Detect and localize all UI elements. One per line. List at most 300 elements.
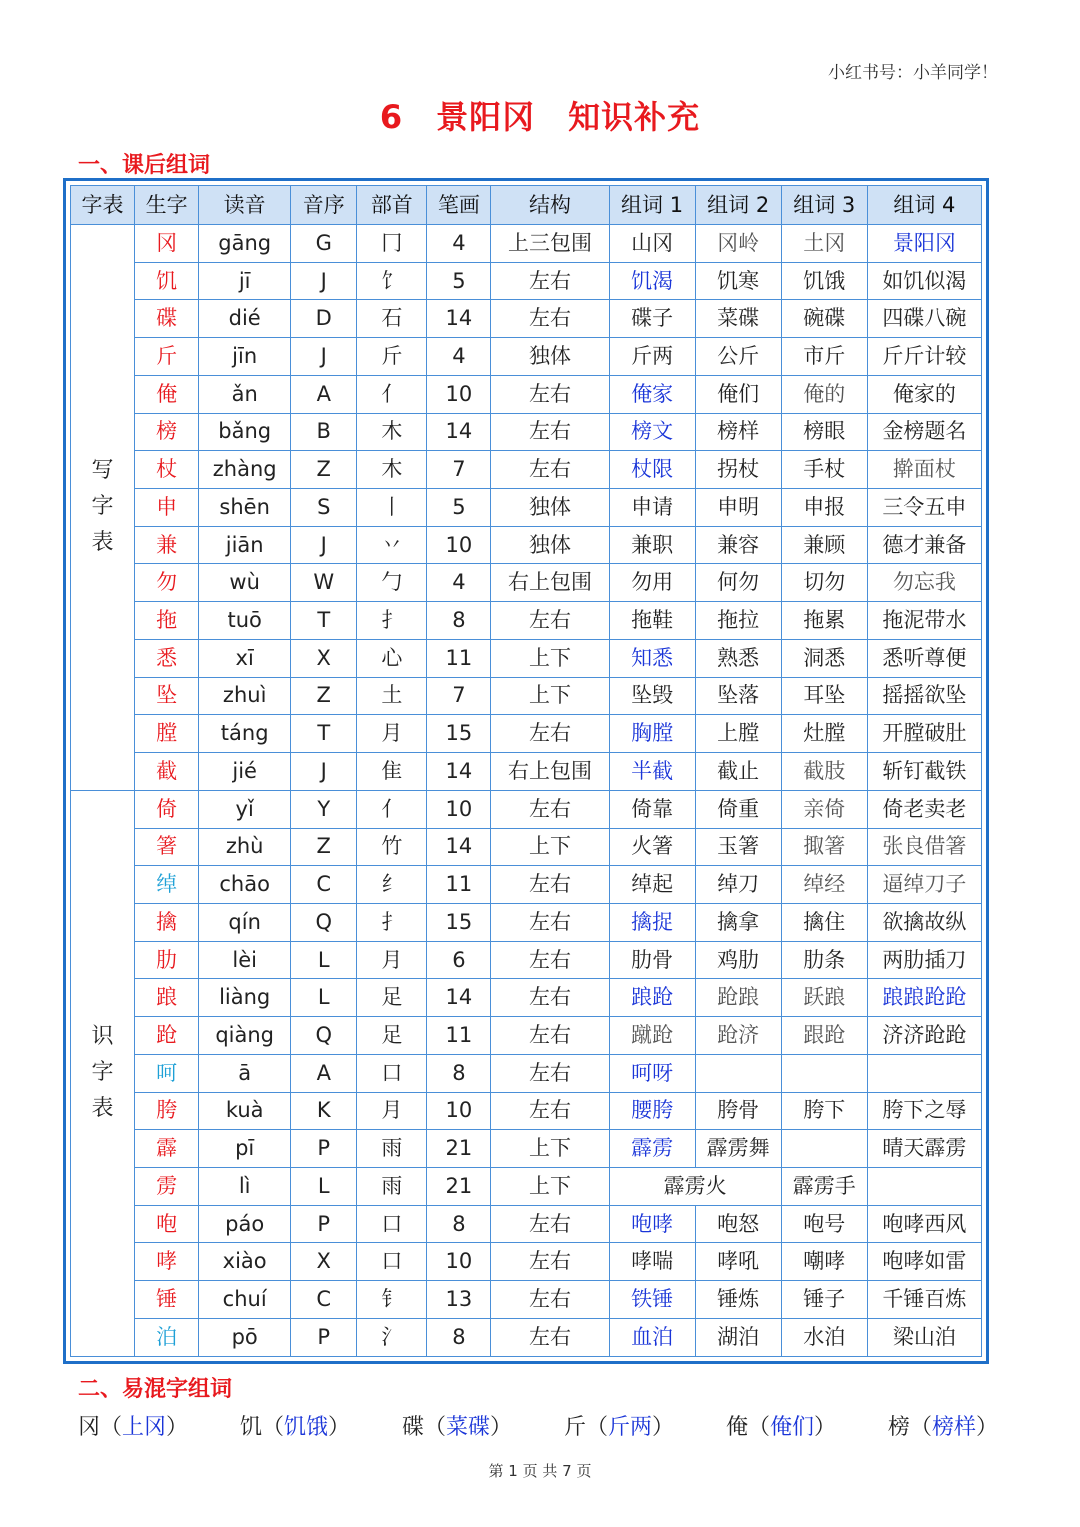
word-cell: 榜眼 [781, 413, 867, 451]
radical-cell: 冂 [357, 225, 427, 263]
char-cell: 冈 [135, 225, 199, 263]
initial-cell: Q [291, 1017, 357, 1055]
char-cell: 饥 [135, 262, 199, 300]
radical-cell: 足 [357, 979, 427, 1017]
table-row [71, 1318, 982, 1356]
structure-cell: 左右 [491, 903, 609, 941]
table-row [71, 715, 982, 753]
word-cell: 胯下 [781, 1092, 867, 1130]
word-cell: 火箸 [609, 828, 695, 866]
structure-cell: 左右 [491, 715, 609, 753]
structure-cell: 上三包围 [491, 225, 609, 263]
word-cell: 半截 [609, 753, 695, 791]
word-cell: 哮喘 [609, 1243, 695, 1281]
word-cell: 坠毁 [609, 677, 695, 715]
word-cell: 斤两 [609, 338, 695, 376]
structure-cell: 左右 [491, 602, 609, 640]
radical-cell: 石 [357, 300, 427, 338]
pinyin-cell: zhàng [199, 451, 291, 489]
word-cell: 胸膛 [609, 715, 695, 753]
char-cell: 箸 [135, 828, 199, 866]
pinyin-cell: páo [199, 1205, 291, 1243]
initial-cell: S [291, 489, 357, 527]
word-cell: 杖限 [609, 451, 695, 489]
stroke-cell: 11 [427, 639, 491, 677]
table-row [71, 790, 982, 828]
word-cell: 倚重 [695, 790, 781, 828]
structure-cell: 左右 [491, 1318, 609, 1356]
word-cell: 霹雳 [609, 1130, 695, 1168]
pair-char: 碟 [401, 1415, 424, 1440]
stroke-cell: 13 [427, 1281, 491, 1319]
col-header: 音序 [291, 186, 357, 225]
word-cell: 上膛 [695, 715, 781, 753]
pair-char: 斤 [563, 1415, 586, 1440]
pair-word: 俺们 [769, 1415, 814, 1440]
char-cell: 榜 [135, 413, 199, 451]
word-cell: 锤炼 [695, 1281, 781, 1319]
word-cell: 拖泥带水 [867, 602, 981, 640]
word-cell: 咆哮 [609, 1205, 695, 1243]
word-cell: 悉听尊便 [867, 639, 981, 677]
word-cell [695, 1054, 781, 1092]
word-cell: 哮吼 [695, 1243, 781, 1281]
word-cell: 擀面杖 [867, 451, 981, 489]
word-cell: 肋骨 [609, 941, 695, 979]
structure-cell: 独体 [491, 526, 609, 564]
col-header: 字表 [71, 186, 135, 225]
stroke-cell: 5 [427, 489, 491, 527]
pinyin-cell: yǐ [199, 790, 291, 828]
radical-cell: 木 [357, 451, 427, 489]
word-cell: 鸡肋 [695, 941, 781, 979]
word-cell: 咆号 [781, 1205, 867, 1243]
pinyin-cell: bǎng [199, 413, 291, 451]
initial-cell: L [291, 979, 357, 1017]
page-footer: 第 1 页 共 7 页 [488, 1462, 592, 1480]
word-cell: 榜文 [609, 413, 695, 451]
pinyin-cell: wù [199, 564, 291, 602]
structure-cell: 右上包围 [491, 753, 609, 791]
word-cell: 碗碟 [781, 300, 867, 338]
radical-cell: 竹 [357, 828, 427, 866]
stroke-cell: 10 [427, 526, 491, 564]
initial-cell: Z [291, 828, 357, 866]
word-cell: 何勿 [695, 564, 781, 602]
radical-cell: 口 [357, 1054, 427, 1092]
pinyin-cell: liàng [199, 979, 291, 1017]
confusable-pair: 斤（斤两） [563, 1415, 675, 1440]
char-cell: 绰 [135, 866, 199, 904]
pinyin-cell: jī [199, 262, 291, 300]
word-cell: 胯下之辱 [867, 1092, 981, 1130]
stroke-cell: 4 [427, 338, 491, 376]
structure-cell: 左右 [491, 300, 609, 338]
category-recognition: 识 字 表 [71, 790, 135, 1356]
pinyin-cell: kuà [199, 1092, 291, 1130]
word-cell: 饥寒 [695, 262, 781, 300]
confusable-pair: 碟（菜碟） [401, 1415, 513, 1440]
page-title: 6 景阳冈 知识补充 [379, 98, 701, 136]
word-cell: 跄踉 [695, 979, 781, 1017]
pair-char: 冈 [78, 1415, 101, 1440]
word-cell: 铁锤 [609, 1281, 695, 1319]
char-cell: 碟 [135, 300, 199, 338]
word-cell: 截止 [695, 753, 781, 791]
word-cell: 拖累 [781, 602, 867, 640]
word-cell: 咆哮西风 [867, 1205, 981, 1243]
pinyin-cell: chuí [199, 1281, 291, 1319]
word-cell: 耳坠 [781, 677, 867, 715]
stroke-cell: 10 [427, 1243, 491, 1281]
table-row [71, 225, 982, 263]
radical-cell: 饣 [357, 262, 427, 300]
char-cell: 膛 [135, 715, 199, 753]
table-row [71, 1054, 982, 1092]
structure-cell: 左右 [491, 1243, 609, 1281]
table-row [71, 1017, 982, 1055]
stroke-cell: 5 [427, 262, 491, 300]
stroke-cell: 21 [427, 1130, 491, 1168]
pinyin-cell: jīn [199, 338, 291, 376]
table-row [71, 941, 982, 979]
stroke-cell: 11 [427, 866, 491, 904]
word-cell: 四碟八碗 [867, 300, 981, 338]
word-cell: 开膛破肚 [867, 715, 981, 753]
char-cell: 拖 [135, 602, 199, 640]
pair-word: 斤两 [607, 1415, 652, 1440]
initial-cell: P [291, 1205, 357, 1243]
table-row [71, 828, 982, 866]
word-cell: 切勿 [781, 564, 867, 602]
structure-cell: 上下 [491, 828, 609, 866]
initial-cell: A [291, 375, 357, 413]
table-row [71, 262, 982, 300]
table-header-row [71, 186, 982, 225]
word-cell: 呵呀 [609, 1054, 695, 1092]
initial-cell: Z [291, 451, 357, 489]
radical-cell: 雨 [357, 1130, 427, 1168]
char-cell: 申 [135, 489, 199, 527]
word-cell: 拖拉 [695, 602, 781, 640]
pinyin-cell: táng [199, 715, 291, 753]
radical-cell: 纟 [357, 866, 427, 904]
word-cell: 蹴跄 [609, 1017, 695, 1055]
char-cell: 擒 [135, 903, 199, 941]
initial-cell: J [291, 526, 357, 564]
confusable-pairs [78, 1410, 998, 1441]
char-cell: 胯 [135, 1092, 199, 1130]
char-cell: 咆 [135, 1205, 199, 1243]
pinyin-cell: xī [199, 639, 291, 677]
table-row [71, 1281, 982, 1319]
radical-cell: 木 [357, 413, 427, 451]
radical-cell: 扌 [357, 602, 427, 640]
pinyin-cell: zhuì [199, 677, 291, 715]
word-cell: 兼职 [609, 526, 695, 564]
char-cell: 斤 [135, 338, 199, 376]
pinyin-cell: lèi [199, 941, 291, 979]
word-cell: 晴天霹雳 [867, 1130, 981, 1168]
word-cell: 咆哮如雷 [867, 1243, 981, 1281]
word-cell: 山冈 [609, 225, 695, 263]
pair-char: 榜 [887, 1415, 910, 1440]
structure-cell: 左右 [491, 1205, 609, 1243]
pinyin-cell: pī [199, 1130, 291, 1168]
char-cell: 坠 [135, 677, 199, 715]
table-row [71, 413, 982, 451]
char-cell: 泊 [135, 1318, 199, 1356]
radical-cell: 勹 [357, 564, 427, 602]
radical-cell: 丷 [357, 526, 427, 564]
word-cell: 梁山泊 [867, 1318, 981, 1356]
word-cell: 霹雳手 [781, 1167, 867, 1205]
word-cell: 擒住 [781, 903, 867, 941]
initial-cell: X [291, 1243, 357, 1281]
word-cell: 兼容 [695, 526, 781, 564]
char-cell: 倚 [135, 790, 199, 828]
col-header: 结构 [491, 186, 609, 225]
table-row [71, 866, 982, 904]
stroke-cell: 11 [427, 1017, 491, 1055]
char-cell: 锤 [135, 1281, 199, 1319]
stroke-cell: 14 [427, 753, 491, 791]
stroke-cell: 8 [427, 602, 491, 640]
structure-cell: 左右 [491, 866, 609, 904]
structure-cell: 左右 [491, 1017, 609, 1055]
col-header: 组词 1 [609, 186, 695, 225]
word-cell: 血泊 [609, 1318, 695, 1356]
initial-cell: T [291, 715, 357, 753]
word-cell: 倚靠 [609, 790, 695, 828]
initial-cell: C [291, 866, 357, 904]
radical-cell: 月 [357, 715, 427, 753]
section-heading-1: 一、课后组词 [78, 153, 211, 178]
pair-word: 榜样 [931, 1415, 976, 1440]
word-cell: 玉箸 [695, 828, 781, 866]
pinyin-cell: ǎn [199, 375, 291, 413]
structure-cell: 左右 [491, 979, 609, 1017]
initial-cell: J [291, 262, 357, 300]
stroke-cell: 14 [427, 300, 491, 338]
word-cell: 张良借箸 [867, 828, 981, 866]
table-row [71, 564, 982, 602]
word-cell [781, 1130, 867, 1168]
word-cell: 土冈 [781, 225, 867, 263]
word-cell: 榜样 [695, 413, 781, 451]
word-cell: 湖泊 [695, 1318, 781, 1356]
initial-cell: A [291, 1054, 357, 1092]
structure-cell: 左右 [491, 451, 609, 489]
word-cell: 霹雳舞 [695, 1130, 781, 1168]
word-cell: 勿用 [609, 564, 695, 602]
stroke-cell: 10 [427, 375, 491, 413]
radical-cell: 雨 [357, 1167, 427, 1205]
word-cell: 饥饿 [781, 262, 867, 300]
pinyin-cell: jiān [199, 526, 291, 564]
table-row [71, 338, 982, 376]
table-row [71, 526, 982, 564]
char-cell: 兼 [135, 526, 199, 564]
pinyin-cell: ā [199, 1054, 291, 1092]
word-cell: 亲倚 [781, 790, 867, 828]
structure-cell: 右上包围 [491, 564, 609, 602]
radical-cell: 斤 [357, 338, 427, 376]
stroke-cell: 15 [427, 903, 491, 941]
word-cell: 咆怒 [695, 1205, 781, 1243]
vocab-table [70, 185, 982, 1357]
word-cell: 洞悉 [781, 639, 867, 677]
col-header: 组词 3 [781, 186, 867, 225]
table-row [71, 300, 982, 338]
initial-cell: C [291, 1281, 357, 1319]
pinyin-cell: lì [199, 1167, 291, 1205]
word-cell: 俺家 [609, 375, 695, 413]
pair-word: 上冈 [122, 1415, 167, 1440]
word-cell: 如饥似渴 [867, 262, 981, 300]
initial-cell: K [291, 1092, 357, 1130]
pinyin-cell: xiào [199, 1243, 291, 1281]
structure-cell: 左右 [491, 1092, 609, 1130]
word-cell: 拖鞋 [609, 602, 695, 640]
confusable-pair: 俺（俺们） [725, 1415, 836, 1440]
initial-cell: Y [291, 790, 357, 828]
table-row [71, 1167, 982, 1205]
char-cell: 俺 [135, 375, 199, 413]
stroke-cell: 14 [427, 413, 491, 451]
initial-cell: Z [291, 677, 357, 715]
stroke-cell: 10 [427, 790, 491, 828]
char-cell: 踉 [135, 979, 199, 1017]
word-cell: 熟悉 [695, 639, 781, 677]
word-cell: 德才兼备 [867, 526, 981, 564]
word-cell: 冈岭 [695, 225, 781, 263]
word-cell: 景阳冈 [867, 225, 981, 263]
table-row [71, 1130, 982, 1168]
word-cell: 水泊 [781, 1318, 867, 1356]
stroke-cell: 8 [427, 1318, 491, 1356]
stroke-cell: 4 [427, 225, 491, 263]
stroke-cell: 4 [427, 564, 491, 602]
table-row [71, 639, 982, 677]
structure-cell: 上下 [491, 677, 609, 715]
radical-cell: 月 [357, 941, 427, 979]
word-cell: 俺们 [695, 375, 781, 413]
confusable-pair: 冈（上冈） [78, 1415, 189, 1440]
category-writing: 写 字 表 [71, 225, 135, 791]
initial-cell: J [291, 753, 357, 791]
char-cell: 杖 [135, 451, 199, 489]
pinyin-cell: qiàng [199, 1017, 291, 1055]
pinyin-cell: jié [199, 753, 291, 791]
word-cell: 腰胯 [609, 1092, 695, 1130]
char-cell: 哮 [135, 1243, 199, 1281]
radical-cell: 钅 [357, 1281, 427, 1319]
char-cell: 雳 [135, 1167, 199, 1205]
word-cell: 绰经 [781, 866, 867, 904]
pinyin-cell: pō [199, 1318, 291, 1356]
word-cell: 饥渴 [609, 262, 695, 300]
radical-cell: 扌 [357, 903, 427, 941]
initial-cell: W [291, 564, 357, 602]
word-cell: 金榜题名 [867, 413, 981, 451]
radical-cell: 土 [357, 677, 427, 715]
word-cell: 两肋插刀 [867, 941, 981, 979]
word-cell: 踉跄 [609, 979, 695, 1017]
initial-cell: T [291, 602, 357, 640]
structure-cell: 左右 [491, 413, 609, 451]
structure-cell: 左右 [491, 375, 609, 413]
structure-cell: 左右 [491, 262, 609, 300]
word-cell: 勿忘我 [867, 564, 981, 602]
word-cell: 跄济 [695, 1017, 781, 1055]
word-cell [867, 1054, 981, 1092]
radical-cell: 月 [357, 1092, 427, 1130]
word-cell: 坠落 [695, 677, 781, 715]
radical-cell: 口 [357, 1205, 427, 1243]
col-header: 组词 4 [867, 186, 981, 225]
col-header: 笔画 [427, 186, 491, 225]
pinyin-cell: shēn [199, 489, 291, 527]
col-header: 生字 [135, 186, 199, 225]
word-cell: 斤斤计较 [867, 338, 981, 376]
word-cell: 跟跄 [781, 1017, 867, 1055]
initial-cell: L [291, 1167, 357, 1205]
word-cell: 踉踉跄跄 [867, 979, 981, 1017]
pinyin-cell: zhù [199, 828, 291, 866]
initial-cell: B [291, 413, 357, 451]
structure-cell: 独体 [491, 489, 609, 527]
stroke-cell: 15 [427, 715, 491, 753]
pinyin-cell: qín [199, 903, 291, 941]
pair-char: 饥 [239, 1415, 262, 1440]
word-cell: 济济跄跄 [867, 1017, 981, 1055]
word-cell: 摇摇欲坠 [867, 677, 981, 715]
radical-cell: 亻 [357, 375, 427, 413]
word-cell: 倚老卖老 [867, 790, 981, 828]
word-cell [867, 1167, 981, 1205]
stroke-cell: 8 [427, 1205, 491, 1243]
pair-word: 饥饿 [284, 1415, 329, 1440]
word-cell: 胯骨 [695, 1092, 781, 1130]
word-cell: 绰刀 [695, 866, 781, 904]
word-cell: 跃踉 [781, 979, 867, 1017]
pinyin-cell: chāo [199, 866, 291, 904]
word-cell: 肋条 [781, 941, 867, 979]
radical-cell: 足 [357, 1017, 427, 1055]
stroke-cell: 6 [427, 941, 491, 979]
structure-cell: 左右 [491, 1054, 609, 1092]
structure-cell: 上下 [491, 1167, 609, 1205]
stroke-cell: 7 [427, 451, 491, 489]
structure-cell: 独体 [491, 338, 609, 376]
pinyin-cell: dié [199, 300, 291, 338]
table-row [71, 979, 982, 1017]
table-row [71, 1092, 982, 1130]
word-cell: 掫箸 [781, 828, 867, 866]
word-cell: 兼顾 [781, 526, 867, 564]
table-row [71, 677, 982, 715]
char-cell: 跄 [135, 1017, 199, 1055]
word-cell: 俺家的 [867, 375, 981, 413]
structure-cell: 上下 [491, 1130, 609, 1168]
table-row [71, 1243, 982, 1281]
pair-word: 菜碟 [446, 1415, 491, 1440]
word-cell: 欲擒故纵 [867, 903, 981, 941]
initial-cell: L [291, 941, 357, 979]
word-cell: 千锤百炼 [867, 1281, 981, 1319]
word-cell: 碟子 [609, 300, 695, 338]
